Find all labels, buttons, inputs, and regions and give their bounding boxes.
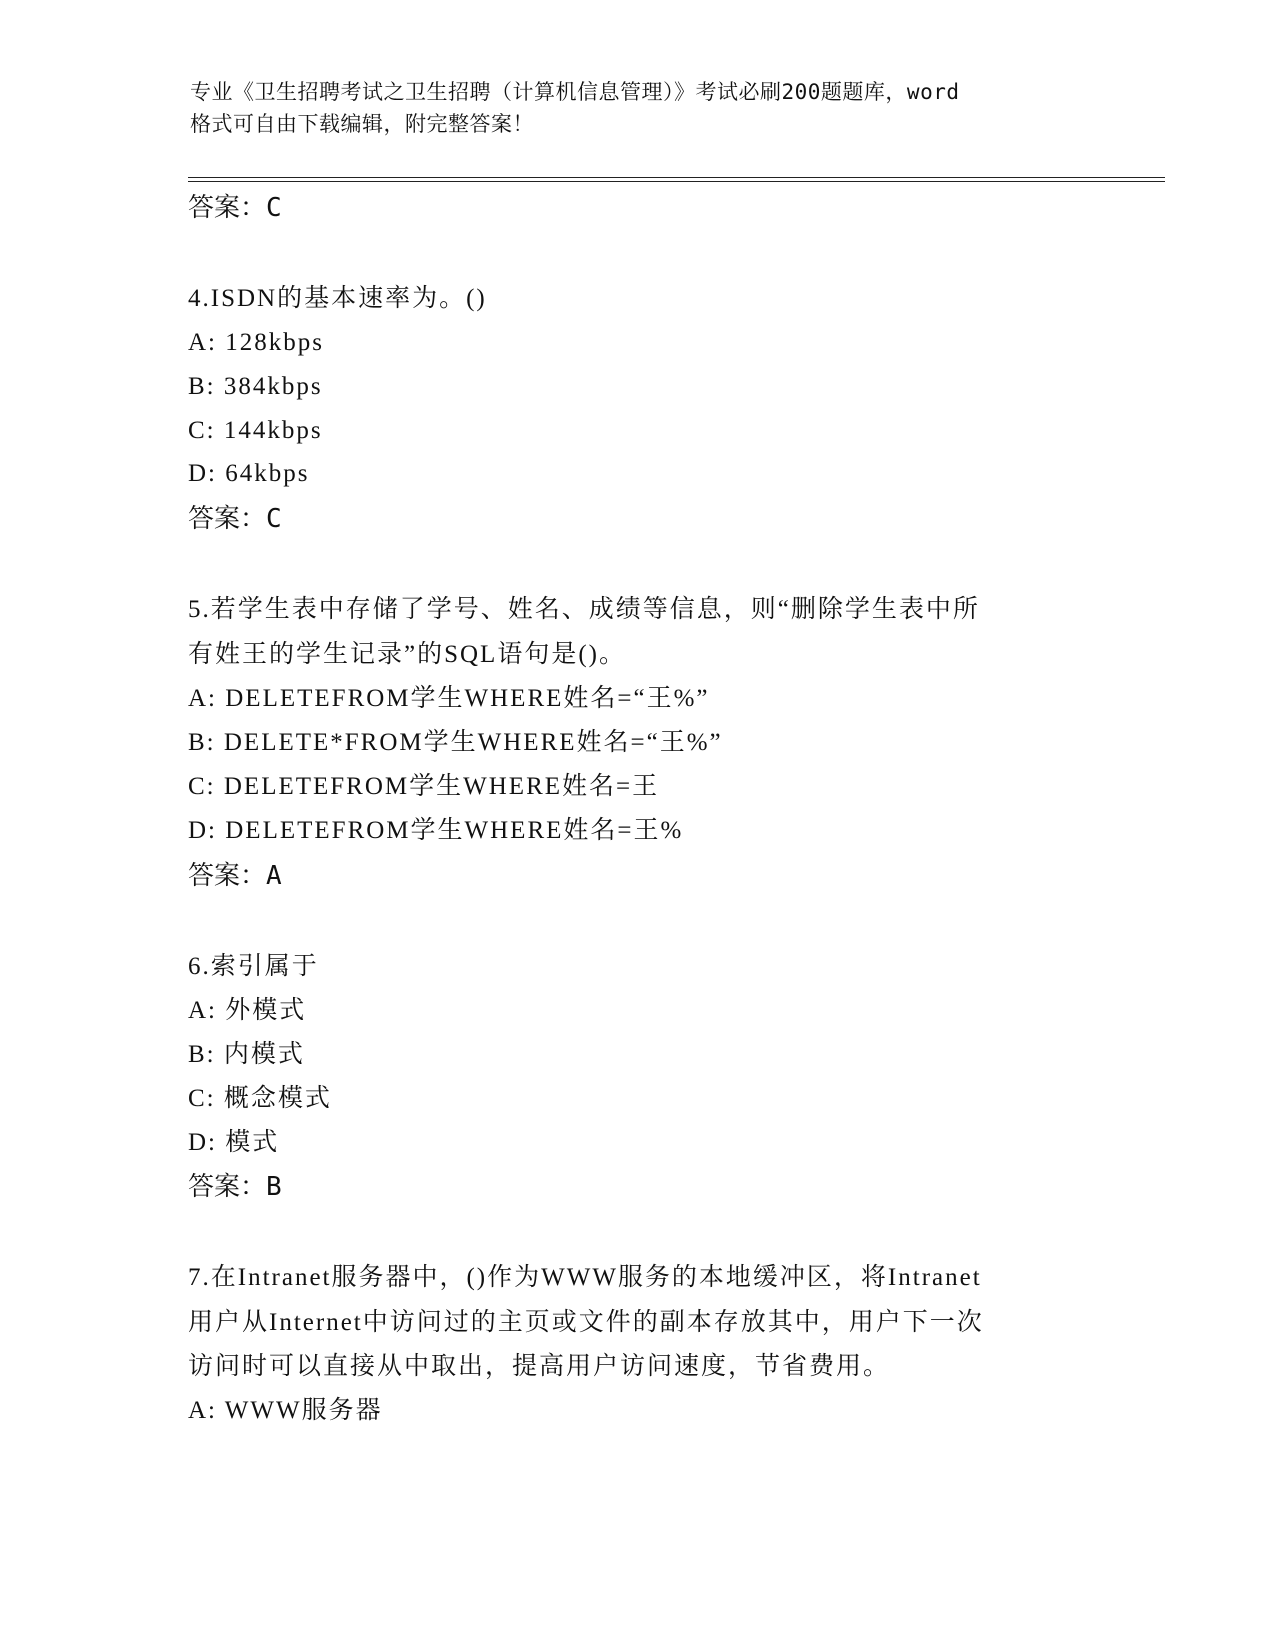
q4-option-b: B: 384kbps [188,373,323,400]
q6-answer: 答案：B [188,1172,282,1202]
answer-prev: 答案：C [188,193,282,223]
q6-option-b: B: 内模式 [188,1041,305,1068]
q5-option-d: D: DELETEFROM学生WHERE姓名=王% [188,817,684,844]
q6-option-a: A: 外模式 [188,997,307,1024]
header-divider-top [188,177,1165,178]
q4-option-a: A: 128kbps [188,329,324,356]
q5-option-c: C: DELETEFROM学生WHERE姓名=王 [188,773,660,800]
q4-answer: 答案：C [188,504,282,534]
q7-stem-line-1: 7.在Intranet服务器中，()作为WWW服务的本地缓冲区，将Intranet [188,1264,982,1291]
q7-stem-line-2: 用户从Internet中访问过的主页或文件的副本存放其中，用户下一次 [188,1309,984,1336]
q7-option-a: A: WWW服务器 [188,1397,383,1424]
q4-option-d: D: 64kbps [188,460,310,487]
q4-option-c: C: 144kbps [188,417,323,444]
q5-option-b: B: DELETE*FROM学生WHERE姓名=“王%” [188,729,723,756]
q5-option-a: A: DELETEFROM学生WHERE姓名=“王%” [188,685,710,712]
q6-option-d: D: 模式 [188,1129,280,1156]
q6-stem: 6.索引属于 [188,953,319,980]
q5-stem-line-1: 5.若学生表中存储了学号、姓名、成绩等信息，则“删除学生表中所 [188,596,980,623]
q6-option-c: C: 概念模式 [188,1085,332,1112]
header-divider-bottom [188,181,1165,182]
header-line-1: 专业《卫生招聘考试之卫生招聘（计算机信息管理）》考试必刷200题题库，word [190,80,960,104]
document-header [190,76,1110,140]
q7-stem-line-3: 访问时可以直接从中取出，提高用户访问速度，节省费用。 [188,1353,891,1380]
q4-stem: 4.ISDN的基本速率为。() [188,285,487,312]
q5-stem-line-2: 有姓王的学生记录”的SQL语句是()。 [188,641,626,668]
header-line-2: 格式可自由下载编辑，附完整答案！ [190,112,534,136]
q5-answer: 答案：A [188,861,282,891]
